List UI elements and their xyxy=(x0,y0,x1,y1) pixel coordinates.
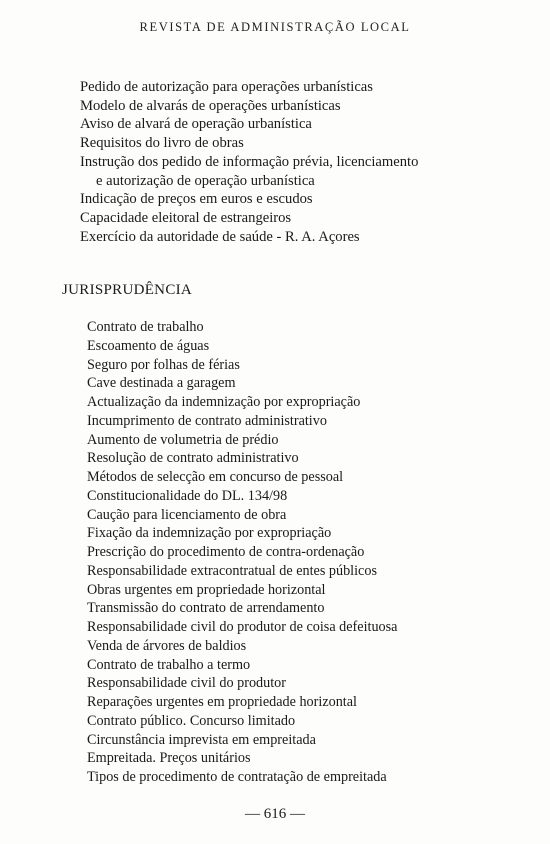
list-item: Transmissão do contrato de arrendamento xyxy=(87,600,325,617)
list-item: Capacidade eleitoral de estrangeiros xyxy=(80,209,292,226)
list-item: Exercício da autoridade de saúde - R. A. Açores xyxy=(80,228,360,245)
list-item: Aumento de volumetria de prédio xyxy=(87,431,279,448)
list-item: Aviso de alvará de operação urbanística xyxy=(80,116,312,133)
list-item: Circunstância imprevista em empreitada xyxy=(87,731,316,748)
list-item: Actualização da indemnização por expropriação xyxy=(87,394,361,410)
list-item: Métodos de selecção em concurso de pessoal xyxy=(87,469,344,485)
list-item: Obras urgentes em propriedade horizontal xyxy=(87,581,326,598)
list-item: Fixação da indemnização por expropriação xyxy=(87,525,332,542)
list-item: Responsabilidade civil do produtor de coisa defeituosa xyxy=(87,619,398,635)
list-item: Constitucionalidade do DL. 134/98 xyxy=(87,487,288,504)
list-item-continuation: e autorização de operação urbanística xyxy=(96,172,315,189)
list-item: Resolução de contrato administrativo xyxy=(87,450,299,467)
list-item: Pedido de autorização para operações urbanísticas xyxy=(80,79,373,95)
list-item: Contrato público. Concurso limitado xyxy=(87,712,296,729)
list-item: Escoamento de águas xyxy=(87,337,210,354)
list-item: Prescrição do procedimento de contra-ordenação xyxy=(87,544,365,560)
list-item: Indicação de preços em euros e escudos xyxy=(80,191,313,208)
list-item: Venda de árvores de baldios xyxy=(87,637,247,654)
list-item: Instrução dos pedido de informação prévia, licenciamento xyxy=(80,153,419,170)
jurisprudencia-list xyxy=(87,318,397,787)
list-item: Reparações urgentes em propriedade horizontal xyxy=(87,694,357,710)
list-item: Incumprimento de contrato administrativo xyxy=(87,412,327,429)
list-item: Responsabilidade civil do produtor xyxy=(87,675,286,692)
list-item: Requisitos do livro de obras xyxy=(80,135,244,152)
list-item: Empreitada. Preços unitários xyxy=(87,750,251,767)
list-item: Tipos de procedimento de contratação de empreitada xyxy=(87,769,387,785)
list-item: Seguro por folhas de férias xyxy=(87,356,240,373)
list-item: Cave destinada a garagem xyxy=(87,375,236,392)
section-heading-jurisprudencia: JURISPRUDÊNCIA xyxy=(62,282,193,298)
list-item: Contrato de trabalho a termo xyxy=(87,656,251,673)
list-item: Modelo de alvarás de operações urbanísticas xyxy=(80,97,341,114)
list-item: Responsabilidade extracontratual de entes públicos xyxy=(87,562,377,579)
list-item: Caução para licenciamento de obra xyxy=(87,506,287,523)
page-number: — 616 — xyxy=(245,806,305,822)
list-item: Contrato de trabalho xyxy=(87,319,204,335)
pareceres-list xyxy=(80,78,418,246)
running-header: REVISTA DE ADMINISTRAÇÃO LOCAL xyxy=(139,20,411,34)
